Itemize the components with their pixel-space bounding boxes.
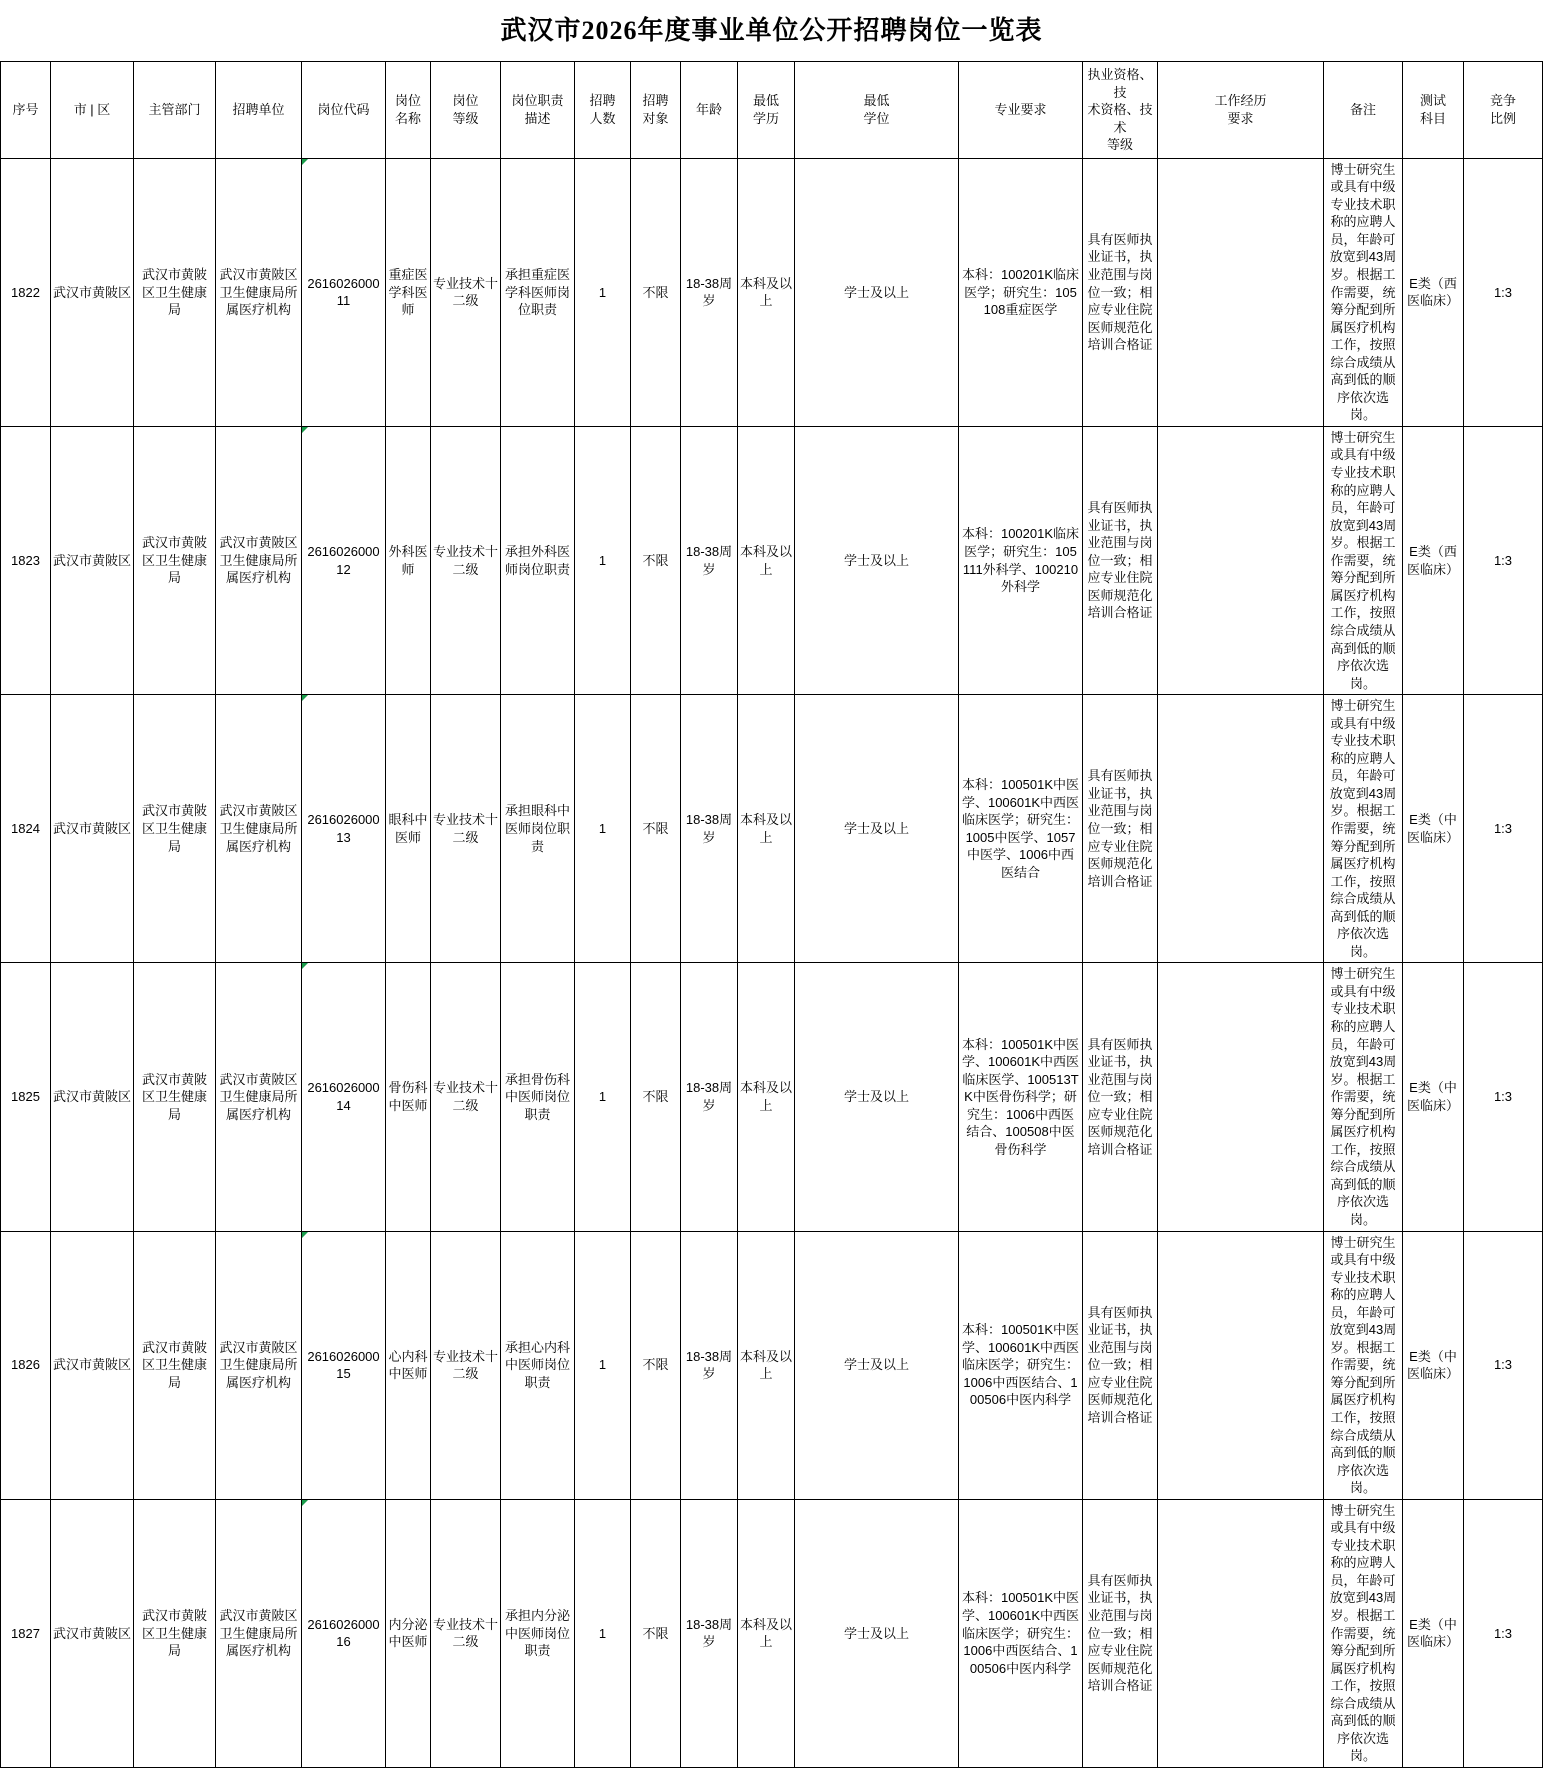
cell-certificate: 具有医师执业证书，执业范围与岗位一致；相应专业住院医师规范化培训合格证 <box>1083 158 1158 426</box>
cell-age: 18-38周岁 <box>681 426 738 694</box>
column-header-age: 年龄 <box>681 62 738 159</box>
cell-degree: 学士及以上 <box>795 426 959 694</box>
column-header-education-line1: 最低 <box>752 93 779 109</box>
cell-remark: 博士研究生或具有中级专业技术职称的应聘人员，年龄可放宽到43周岁。根据工作需要，统筹分配到所属医疗机构工作，按照综合成绩从高到低的顺序依次选岗。 <box>1324 426 1403 694</box>
cell-major: 本科：100501K中医学、100601K中西医临床医学、100513TK中医骨伤科学；研究生：1006中西医结合、100508中医骨伤科学 <box>959 963 1083 1231</box>
cell-subject: E类（西医临床） <box>1403 158 1464 426</box>
column-header-degree <box>795 62 959 159</box>
cell-post-code-text: 261602600013 <box>307 812 380 845</box>
cell-certificate: 具有医师执业证书，执业范围与岗位一致；相应专业住院医师规范化培训合格证 <box>1083 1499 1158 1767</box>
column-header-headcount-line2: 人数 <box>589 110 616 126</box>
cell-unit: 武汉市黄陂区卫生健康局所属医疗机构 <box>216 1231 302 1499</box>
column-header-headcount-line1: 招聘 <box>589 93 616 109</box>
cell-ratio: 1:3 <box>1464 426 1543 694</box>
recruitment-table <box>0 61 1543 1768</box>
column-header-post-name-line2: 名称 <box>394 110 421 126</box>
column-header-duty <box>501 62 575 159</box>
cell-post-code <box>302 158 386 426</box>
cell-target: 不限 <box>631 1231 681 1499</box>
column-header-certificate <box>1083 62 1158 159</box>
cell-city-district: 武汉市黄陂区 <box>51 695 134 963</box>
cell-seq: 1824 <box>1 695 51 963</box>
cell-post-code-text: 261602600014 <box>307 1080 380 1113</box>
cell-subject: E类（中医临床） <box>1403 963 1464 1231</box>
cell-major: 本科：100201K临床医学；研究生：105111外科学、100210外科学 <box>959 426 1083 694</box>
table-row <box>1 1499 1543 1767</box>
cell-post-level: 专业技术十二级 <box>431 1499 501 1767</box>
cell-headcount: 1 <box>575 158 631 426</box>
column-header-city-district: 市 | 区 <box>51 62 134 159</box>
column-header-subject-line2: 科目 <box>1419 110 1446 126</box>
column-header-education-line2: 学历 <box>752 110 779 126</box>
cell-major: 本科：100501K中医学、100601K中西医临床医学；研究生：1005中医学、1057中医学、1006中西医结合 <box>959 695 1083 963</box>
cell-post-name: 内分泌中医师 <box>386 1499 431 1767</box>
table-row <box>1 963 1543 1231</box>
cell-seq: 1822 <box>1 158 51 426</box>
column-header-target-line2: 对象 <box>642 110 669 126</box>
cell-post-code-text: 261602600012 <box>307 543 380 577</box>
cell-duty: 承担内分泌中医师岗位职责 <box>501 1499 575 1767</box>
cell-post-code-text: 261602600016 <box>307 1616 380 1650</box>
column-header-major: 专业要求 <box>959 62 1083 159</box>
cell-degree: 学士及以上 <box>795 158 959 426</box>
comment-marker-icon <box>302 427 308 433</box>
column-header-experience-line2: 要求 <box>1227 110 1254 126</box>
column-header-target <box>631 62 681 159</box>
comment-marker-icon <box>302 963 308 969</box>
cell-experience <box>1158 426 1324 694</box>
column-header-target-line1: 招聘 <box>642 93 669 109</box>
column-header-experience <box>1158 62 1324 159</box>
cell-target: 不限 <box>631 426 681 694</box>
cell-post-level: 专业技术十二级 <box>431 963 501 1231</box>
cell-post-code <box>302 695 386 963</box>
cell-certificate: 具有医师执业证书，执业范围与岗位一致；相应专业住院医师规范化培训合格证 <box>1083 426 1158 694</box>
column-header-seq: 序号 <box>1 62 51 159</box>
cell-post-level: 专业技术十二级 <box>431 695 501 963</box>
cell-headcount: 1 <box>575 1499 631 1767</box>
cell-subject: E类（西医临床） <box>1403 426 1464 694</box>
table-header <box>1 62 1543 159</box>
cell-experience <box>1158 695 1324 963</box>
cell-education: 本科及以上 <box>738 963 795 1231</box>
cell-unit: 武汉市黄陂区卫生健康局所属医疗机构 <box>216 1499 302 1767</box>
column-header-certificate-line1: 执业资格、技 <box>1087 67 1153 100</box>
cell-unit: 武汉市黄陂区卫生健康局所属医疗机构 <box>216 158 302 426</box>
cell-authority: 武汉市黄陂区卫生健康局 <box>134 963 216 1231</box>
cell-remark: 博士研究生或具有中级专业技术职称的应聘人员，年龄可放宽到43周岁。根据工作需要，统筹分配到所属医疗机构工作，按照综合成绩从高到低的顺序依次选岗。 <box>1324 158 1403 426</box>
cell-age: 18-38周岁 <box>681 1499 738 1767</box>
cell-target: 不限 <box>631 1499 681 1767</box>
cell-headcount: 1 <box>575 695 631 963</box>
cell-seq: 1826 <box>1 1231 51 1499</box>
cell-authority: 武汉市黄陂区卫生健康局 <box>134 695 216 963</box>
cell-post-name: 心内科中医师 <box>386 1231 431 1499</box>
comment-marker-icon <box>302 1500 308 1506</box>
cell-seq: 1827 <box>1 1499 51 1767</box>
cell-post-code <box>302 963 386 1231</box>
cell-city-district: 武汉市黄陂区 <box>51 426 134 694</box>
cell-target: 不限 <box>631 158 681 426</box>
cell-duty: 承担心内科中医师岗位职责 <box>501 1231 575 1499</box>
cell-post-name: 外科医师 <box>386 426 431 694</box>
cell-age: 18-38周岁 <box>681 1231 738 1499</box>
cell-remark: 博士研究生或具有中级专业技术职称的应聘人员，年龄可放宽到43周岁。根据工作需要，统筹分配到所属医疗机构工作，按照综合成绩从高到低的顺序依次选岗。 <box>1324 963 1403 1231</box>
cell-education: 本科及以上 <box>738 1499 795 1767</box>
column-header-post-level <box>431 62 501 159</box>
cell-major: 本科：100501K中医学、100601K中西医临床医学；研究生：1006中西医结合、100506中医内科学 <box>959 1231 1083 1499</box>
column-header-post-level-line2: 等级 <box>452 110 479 126</box>
column-header-duty-line1: 岗位职责 <box>511 93 564 109</box>
cell-headcount: 1 <box>575 426 631 694</box>
cell-seq: 1823 <box>1 426 51 694</box>
table-row <box>1 695 1543 963</box>
cell-post-code-text: 261602600011 <box>307 275 380 309</box>
cell-headcount: 1 <box>575 1231 631 1499</box>
cell-education: 本科及以上 <box>738 1231 795 1499</box>
cell-age: 18-38周岁 <box>681 695 738 963</box>
cell-remark: 博士研究生或具有中级专业技术职称的应聘人员，年龄可放宽到43周岁。根据工作需要，统筹分配到所属医疗机构工作，按照综合成绩从高到低的顺序依次选岗。 <box>1324 695 1403 963</box>
cell-duty: 承担骨伤科中医师岗位职责 <box>501 963 575 1231</box>
cell-certificate: 具有医师执业证书，执业范围与岗位一致；相应专业住院医师规范化培训合格证 <box>1083 695 1158 963</box>
column-header-education <box>738 62 795 159</box>
cell-post-level: 专业技术十二级 <box>431 158 501 426</box>
column-header-authority: 主管部门 <box>134 62 216 159</box>
column-header-subject <box>1403 62 1464 159</box>
table-body <box>1 158 1543 1767</box>
cell-post-level: 专业技术十二级 <box>431 426 501 694</box>
cell-education: 本科及以上 <box>738 426 795 694</box>
column-header-subject-line1: 测试 <box>1419 93 1446 109</box>
cell-remark: 博士研究生或具有中级专业技术职称的应聘人员，年龄可放宽到43周岁。根据工作需要，统筹分配到所属医疗机构工作，按照综合成绩从高到低的顺序依次选岗。 <box>1324 1231 1403 1499</box>
cell-certificate: 具有医师执业证书，执业范围与岗位一致；相应专业住院医师规范化培训合格证 <box>1083 1231 1158 1499</box>
cell-degree: 学士及以上 <box>795 1231 959 1499</box>
cell-unit: 武汉市黄陂区卫生健康局所属医疗机构 <box>216 963 302 1231</box>
cell-ratio: 1:3 <box>1464 1231 1543 1499</box>
column-header-ratio-line1: 竞争 <box>1489 93 1516 109</box>
column-header-ratio <box>1464 62 1543 159</box>
comment-marker-icon <box>302 695 308 701</box>
cell-experience <box>1158 1231 1324 1499</box>
cell-subject: E类（中医临床） <box>1403 695 1464 963</box>
cell-unit: 武汉市黄陂区卫生健康局所属医疗机构 <box>216 695 302 963</box>
table-header-row <box>1 62 1543 159</box>
cell-experience <box>1158 158 1324 426</box>
cell-post-level: 专业技术十二级 <box>431 1231 501 1499</box>
column-header-degree-line1: 最低 <box>863 93 890 109</box>
cell-post-code <box>302 1231 386 1499</box>
cell-major: 本科：100201K临床医学；研究生：105108重症医学 <box>959 158 1083 426</box>
cell-age: 18-38周岁 <box>681 158 738 426</box>
cell-education: 本科及以上 <box>738 158 795 426</box>
cell-headcount: 1 <box>575 963 631 1231</box>
cell-authority: 武汉市黄陂区卫生健康局 <box>134 158 216 426</box>
cell-degree: 学士及以上 <box>795 1499 959 1767</box>
column-header-post-code: 岗位代码 <box>302 62 386 159</box>
table-row <box>1 1231 1543 1499</box>
cell-remark: 博士研究生或具有中级专业技术职称的应聘人员，年龄可放宽到43周岁。根据工作需要，统筹分配到所属医疗机构工作，按照综合成绩从高到低的顺序依次选岗。 <box>1324 1499 1403 1767</box>
column-header-experience-line1: 工作经历 <box>1214 93 1267 109</box>
cell-post-name: 眼科中医师 <box>386 695 431 963</box>
cell-post-name: 重症医学科医师 <box>386 158 431 426</box>
cell-post-code <box>302 426 386 694</box>
table-row <box>1 158 1543 426</box>
cell-city-district: 武汉市黄陂区 <box>51 963 134 1231</box>
column-header-certificate-line2: 术资格、技术 <box>1087 102 1153 135</box>
cell-city-district: 武汉市黄陂区 <box>51 158 134 426</box>
column-header-unit: 招聘单位 <box>216 62 302 159</box>
cell-post-name: 骨伤科中医师 <box>386 963 431 1231</box>
cell-certificate: 具有医师执业证书，执业范围与岗位一致；相应专业住院医师规范化培训合格证 <box>1083 963 1158 1231</box>
cell-authority: 武汉市黄陂区卫生健康局 <box>134 1499 216 1767</box>
column-header-ratio-line2: 比例 <box>1489 110 1516 126</box>
cell-age: 18-38周岁 <box>681 963 738 1231</box>
cell-subject: E类（中医临床） <box>1403 1231 1464 1499</box>
cell-city-district: 武汉市黄陂区 <box>51 1499 134 1767</box>
cell-ratio: 1:3 <box>1464 963 1543 1231</box>
comment-marker-icon <box>302 1232 308 1238</box>
column-header-post-name-line1: 岗位 <box>394 93 421 109</box>
cell-degree: 学士及以上 <box>795 963 959 1231</box>
cell-ratio: 1:3 <box>1464 158 1543 426</box>
cell-city-district: 武汉市黄陂区 <box>51 1231 134 1499</box>
cell-experience <box>1158 963 1324 1231</box>
cell-ratio: 1:3 <box>1464 695 1543 963</box>
column-header-headcount <box>575 62 631 159</box>
cell-duty: 承担重症医学科医师岗位职责 <box>501 158 575 426</box>
cell-authority: 武汉市黄陂区卫生健康局 <box>134 1231 216 1499</box>
cell-unit: 武汉市黄陂区卫生健康局所属医疗机构 <box>216 426 302 694</box>
cell-target: 不限 <box>631 963 681 1231</box>
cell-duty: 承担外科医师岗位职责 <box>501 426 575 694</box>
cell-post-code-text: 261602600015 <box>307 1348 380 1382</box>
column-header-degree-line2: 学位 <box>863 110 890 126</box>
page-title: 武汉市2026年度事业单位公开招聘岗位一览表 <box>500 16 1043 45</box>
comment-marker-icon <box>302 159 308 165</box>
cell-seq: 1825 <box>1 963 51 1231</box>
column-header-post-level-line1: 岗位 <box>452 93 479 109</box>
column-header-certificate-line3: 等级 <box>1106 137 1133 153</box>
cell-experience <box>1158 1499 1324 1767</box>
column-header-duty-line2: 描述 <box>524 110 551 126</box>
cell-subject: E类（中医临床） <box>1403 1499 1464 1767</box>
table-row <box>1 426 1543 694</box>
cell-target: 不限 <box>631 695 681 963</box>
column-header-remark: 备注 <box>1324 62 1403 159</box>
cell-duty: 承担眼科中医师岗位职责 <box>501 695 575 963</box>
cell-authority: 武汉市黄陂区卫生健康局 <box>134 426 216 694</box>
cell-education: 本科及以上 <box>738 695 795 963</box>
cell-post-code <box>302 1499 386 1767</box>
column-header-post-name <box>386 62 431 159</box>
cell-ratio: 1:3 <box>1464 1499 1543 1767</box>
cell-major: 本科：100501K中医学、100601K中西医临床医学；研究生：1006中西医结合、100506中医内科学 <box>959 1499 1083 1767</box>
cell-degree: 学士及以上 <box>795 695 959 963</box>
